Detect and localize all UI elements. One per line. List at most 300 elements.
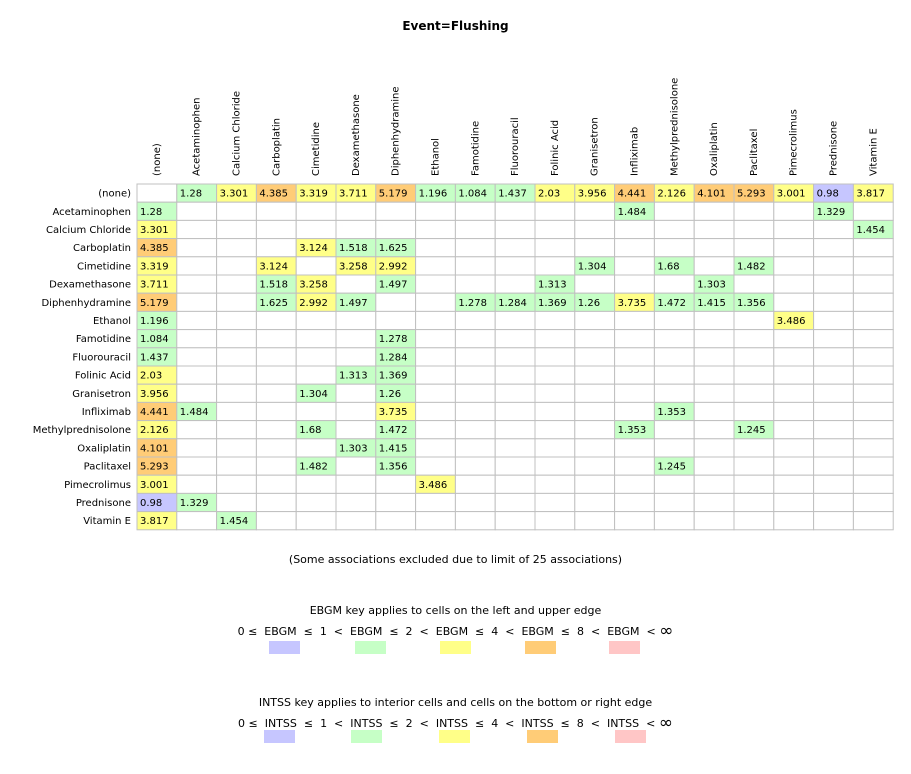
cell-label-0-17: 0.98	[816, 188, 839, 200]
cell-16-2	[217, 475, 257, 493]
col-header-ethanol: Ethanol	[430, 138, 442, 176]
cell-16-16	[774, 475, 814, 493]
cell-16-8	[455, 475, 495, 493]
cell-label-4-15: 1.482	[737, 261, 766, 273]
cell-label-11-4: 1.304	[299, 388, 328, 400]
cell-label-0-15: 5.293	[737, 188, 766, 200]
cell-12-14	[694, 402, 734, 420]
cell-label-0-16: 3.001	[776, 188, 806, 200]
cell-18-9	[495, 512, 535, 530]
cell-4-1	[177, 257, 217, 275]
cell-label-0-8: 1.084	[458, 188, 488, 200]
exclusion-note: (Some associations excluded due to limit of 25 associations)	[288, 553, 623, 566]
cell-label-12-1: 1.484	[179, 407, 209, 418]
cell-label-1-17: 1.329	[816, 206, 846, 218]
col-header-diphenhydramine: Diphenhydramine	[390, 86, 402, 176]
cell-18-1	[177, 512, 217, 530]
cell-1-3	[256, 202, 296, 220]
cell-9-10	[535, 348, 575, 366]
cell-label-11-6: 1.26	[378, 388, 402, 400]
cell-13-14	[694, 421, 734, 439]
cell-14-17	[814, 439, 854, 457]
cell-label-7-16: 3.486	[776, 316, 806, 327]
cell-label-6-14: 1.415	[697, 297, 726, 309]
cell-10-17	[814, 366, 854, 384]
ebgm-swatch-5	[609, 641, 640, 654]
cell-8-5	[336, 330, 376, 348]
cell-12-9	[495, 402, 535, 420]
cell-10-1	[177, 366, 217, 384]
col-header-oxaliplatin: Oxaliplatin	[709, 122, 721, 176]
cell-8-4	[296, 330, 336, 348]
col-header-prednisone: Prednisone	[828, 120, 840, 176]
cell-7-3	[256, 311, 296, 329]
cell-2-14	[694, 220, 734, 238]
row-header-ethanol: Ethanol	[93, 316, 131, 327]
cell-17-18	[853, 493, 893, 511]
cell-4-16	[774, 257, 814, 275]
cell-1-2	[217, 202, 257, 220]
cell-label-0-7: 1.196	[418, 188, 448, 200]
cell-17-11	[575, 493, 615, 511]
cell-16-14	[694, 475, 734, 493]
cell-18-11	[575, 512, 615, 530]
cell-4-8	[455, 257, 495, 275]
cell-10-2	[217, 366, 257, 384]
cell-label-0-10: 2.03	[538, 188, 561, 200]
cell-14-10	[535, 439, 575, 457]
cell-16-3	[256, 475, 296, 493]
cell-8-9	[495, 330, 535, 348]
cell-11-16	[774, 384, 814, 402]
cell-label-0-14: 4.101	[697, 188, 726, 200]
cell-18-18	[853, 512, 893, 530]
cell-4-10	[535, 257, 575, 275]
cell-17-14	[694, 493, 734, 511]
cell-18-14	[694, 512, 734, 530]
cell-10-18	[853, 366, 893, 384]
cell-4-18	[853, 257, 893, 275]
cell-1-6	[376, 202, 416, 220]
cell-9-15	[734, 348, 774, 366]
cell-14-1	[177, 439, 217, 457]
cell-18-15	[734, 512, 774, 530]
cell-10-9	[495, 366, 535, 384]
cell-3-2	[217, 239, 257, 257]
cell-13-7	[416, 421, 456, 439]
cell-label-12-0: 4.441	[140, 407, 169, 418]
cell-label-4-6: 2.992	[378, 261, 408, 273]
intss-key-scale-text: 0 ≤ INTSS ≤ 1 < INTSS ≤ 2 < INTSS ≤ 4 < INTSS ≤ 8 < INTSS <	[238, 717, 656, 730]
row-header-fluorouracil: Fluorouracil	[72, 352, 131, 364]
cell-2-16	[774, 220, 814, 238]
cell-3-13	[654, 239, 694, 257]
cell-11-14	[694, 384, 734, 402]
row-header-granisetron: Granisetron	[72, 388, 131, 400]
cell-label-15-0: 5.293	[140, 461, 169, 473]
cell-15-2	[217, 457, 257, 475]
cell-13-5	[336, 421, 376, 439]
cell-3-12	[615, 239, 655, 257]
intss-swatch-1	[264, 730, 295, 743]
row-header-paclitaxel: Paclitaxel	[83, 461, 131, 473]
cell-3-18	[853, 239, 893, 257]
cell-label-12-13: 1.353	[657, 407, 687, 418]
ebgm-swatch-2	[355, 641, 386, 654]
cell-11-11	[575, 384, 615, 402]
cell-5-18	[853, 275, 893, 293]
cell-16-5	[336, 475, 376, 493]
cell-label-15-6: 1.356	[378, 461, 408, 473]
cell-label-4-5: 3.258	[339, 261, 368, 273]
cell-14-9	[495, 439, 535, 457]
cell-3-17	[814, 239, 854, 257]
cell-15-1	[177, 457, 217, 475]
cell-17-3	[256, 493, 296, 511]
cell-2-10	[535, 220, 575, 238]
col-header-paclitaxel: Paclitaxel	[748, 128, 760, 176]
cell-label-6-9: 1.284	[498, 297, 527, 309]
row-header-oxaliplatin: Oxaliplatin	[77, 443, 131, 455]
cell-1-9	[495, 202, 535, 220]
cell-2-2	[217, 220, 257, 238]
cell-15-11	[575, 457, 615, 475]
cell-3-3	[256, 239, 296, 257]
cell-16-9	[495, 475, 535, 493]
intss-swatch-4	[527, 730, 558, 743]
cell-12-12	[615, 402, 655, 420]
cell-9-2	[217, 348, 257, 366]
cell-label-13-4: 1.68	[299, 425, 322, 437]
col-header-fluorouracil: Fluorouracil	[510, 117, 522, 176]
cell-8-17	[814, 330, 854, 348]
cell-label-14-5: 1.303	[339, 443, 368, 455]
cell-16-4	[296, 475, 336, 493]
cell-label-8-6: 1.278	[378, 334, 408, 346]
col-header-acetaminophen: Acetaminophen	[191, 97, 203, 176]
cell-7-4	[296, 311, 336, 329]
cell-1-11	[575, 202, 615, 220]
col-header-vitamin-e: Vitamin E	[868, 128, 880, 176]
cell-label-0-6: 5.179	[378, 188, 408, 200]
cell-13-1	[177, 421, 217, 439]
cell-11-13	[654, 384, 694, 402]
cell-16-1	[177, 475, 217, 493]
row-header-methylprednisolone: Methylprednisolone	[32, 425, 131, 437]
cell-9-5	[336, 348, 376, 366]
cell-6-16	[774, 293, 814, 311]
cell-label-4-11: 1.304	[577, 261, 607, 273]
cell-label-3-4: 3.124	[299, 243, 328, 255]
cell-label-5-3: 1.518	[259, 279, 289, 291]
cell-14-16	[774, 439, 814, 457]
col-header-folinic-acid: Folinic Acid	[549, 119, 561, 176]
col-header-pimecrolimus: Pimecrolimus	[788, 109, 800, 176]
cell-label-6-3: 1.625	[259, 297, 289, 309]
cell-label-6-4: 2.992	[299, 297, 328, 309]
cell-3-1	[177, 239, 217, 257]
cell-12-10	[535, 402, 575, 420]
cell-10-10	[535, 366, 575, 384]
cell-2-8	[455, 220, 495, 238]
row-header-infliximab: Infliximab	[81, 407, 131, 418]
cell-label-12-6: 3.735	[378, 407, 408, 418]
row-header-acetaminophen: Acetaminophen	[52, 206, 131, 218]
row-header-famotidine: Famotidine	[75, 334, 131, 346]
cell-8-14	[694, 330, 734, 348]
cell-5-7	[416, 275, 456, 293]
cell-16-11	[575, 475, 615, 493]
cell-label-6-11: 1.26	[577, 297, 601, 309]
cell-8-8	[455, 330, 495, 348]
cell-label-0-11: 3.956	[577, 188, 607, 200]
cell-label-5-6: 1.497	[378, 279, 408, 291]
cell-7-12	[615, 311, 655, 329]
cell-7-7	[416, 311, 456, 329]
cell-9-3	[256, 348, 296, 366]
cell-5-13	[654, 275, 694, 293]
cell-2-17	[814, 220, 854, 238]
cell-7-8	[455, 311, 495, 329]
cell-label-6-13: 1.472	[657, 297, 687, 309]
cell-11-18	[853, 384, 893, 402]
cell-label-0-5: 3.711	[339, 188, 368, 200]
cell-6-18	[853, 293, 893, 311]
cell-7-9	[495, 311, 535, 329]
cell-9-8	[455, 348, 495, 366]
ebgm-key-infinity: ∞	[659, 621, 674, 641]
cell-label-6-0: 5.179	[140, 297, 169, 309]
cell-7-18	[853, 311, 893, 329]
cell-label-17-0: 0.98	[140, 498, 163, 509]
cell-12-8	[455, 402, 495, 420]
cell-14-2	[217, 439, 257, 457]
cell-2-15	[734, 220, 774, 238]
cell-4-4	[296, 257, 336, 275]
cell-11-2	[217, 384, 257, 402]
cell-15-9	[495, 457, 535, 475]
cell-7-11	[575, 311, 615, 329]
cell-1-16	[774, 202, 814, 220]
cell-1-18	[853, 202, 893, 220]
cell-3-8	[455, 239, 495, 257]
cell-label-6-15: 1.356	[737, 297, 766, 309]
cell-13-16	[774, 421, 814, 439]
cell-18-12	[615, 512, 655, 530]
cell-10-12	[615, 366, 655, 384]
row-header-folinic-acid: Folinic Acid	[74, 370, 131, 382]
cell-0-0	[137, 184, 177, 202]
cell-4-14	[694, 257, 734, 275]
cell-9-4	[296, 348, 336, 366]
cell-14-11	[575, 439, 615, 457]
cell-5-9	[495, 275, 535, 293]
cell-18-17	[814, 512, 854, 530]
cell-1-7	[416, 202, 456, 220]
cell-15-7	[416, 457, 456, 475]
cell-6-1	[177, 293, 217, 311]
cell-18-10	[535, 512, 575, 530]
cell-9-18	[853, 348, 893, 366]
cell-14-7	[416, 439, 456, 457]
cell-5-17	[814, 275, 854, 293]
cell-12-2	[217, 402, 257, 420]
cell-15-16	[774, 457, 814, 475]
cell-5-15	[734, 275, 774, 293]
cell-label-0-13: 2.126	[657, 188, 687, 200]
cell-17-12	[615, 493, 655, 511]
cell-label-6-12: 3.735	[617, 297, 647, 309]
cell-15-12	[615, 457, 655, 475]
ebgm-key-caption: EBGM key applies to cells on the left and upper edge	[309, 604, 602, 617]
col-header-carboplatin: Carboplatin	[271, 118, 283, 176]
cell-17-17	[814, 493, 854, 511]
cell-2-6	[376, 220, 416, 238]
cell-label-2-0: 3.301	[140, 225, 169, 236]
cell-label-2-18: 1.454	[856, 225, 886, 236]
cell-label-10-6: 1.369	[378, 370, 408, 382]
cell-label-3-5: 1.518	[339, 243, 368, 255]
cell-12-4	[296, 402, 336, 420]
cell-label-16-7: 3.486	[418, 479, 448, 491]
cell-label-3-6: 1.625	[378, 243, 408, 255]
cell-9-17	[814, 348, 854, 366]
cell-13-10	[535, 421, 575, 439]
cell-10-13	[654, 366, 694, 384]
cell-17-13	[654, 493, 694, 511]
cell-label-15-13: 1.245	[657, 461, 687, 473]
cell-label-15-4: 1.482	[299, 461, 328, 473]
cell-4-2	[217, 257, 257, 275]
intss-swatch-3	[439, 730, 470, 743]
col-header-granisetron: Granisetron	[589, 117, 601, 176]
col-header-calcium-chloride: Calcium Chloride	[231, 90, 243, 176]
cell-4-17	[814, 257, 854, 275]
cell-label-18-0: 3.817	[140, 516, 169, 528]
row-header-vitamin-e: Vitamin E	[83, 516, 131, 528]
cell-10-14	[694, 366, 734, 384]
cell-5-16	[774, 275, 814, 293]
cell-10-15	[734, 366, 774, 384]
cell-10-11	[575, 366, 615, 384]
cell-7-14	[694, 311, 734, 329]
row-header-carboplatin: Carboplatin	[73, 243, 131, 255]
cell-11-3	[256, 384, 296, 402]
cell-6-6	[376, 293, 416, 311]
chart-title: Event=Flushing	[402, 19, 509, 33]
cell-8-10	[535, 330, 575, 348]
cell-label-4-0: 3.319	[140, 261, 169, 273]
cell-2-13	[654, 220, 694, 238]
row-header-none: (none)	[98, 188, 131, 200]
col-header-famotidine: Famotidine	[470, 120, 482, 176]
cell-13-3	[256, 421, 296, 439]
cell-1-1	[177, 202, 217, 220]
cell-7-1	[177, 311, 217, 329]
cell-12-3	[256, 402, 296, 420]
cell-2-7	[416, 220, 456, 238]
ebgm-key-scale-text: 0 ≤ EBGM ≤ 1 < EBGM ≤ 2 < EBGM ≤ 4 < EBGM ≤ 8 < EBGM <	[237, 625, 656, 638]
cell-15-5	[336, 457, 376, 475]
cell-label-13-15: 1.245	[737, 425, 766, 437]
cell-2-1	[177, 220, 217, 238]
cell-1-14	[694, 202, 734, 220]
cell-13-11	[575, 421, 615, 439]
cell-14-13	[654, 439, 694, 457]
cell-3-11	[575, 239, 615, 257]
cell-12-5	[336, 402, 376, 420]
cell-7-6	[376, 311, 416, 329]
cell-14-14	[694, 439, 734, 457]
cell-12-15	[734, 402, 774, 420]
cell-10-3	[256, 366, 296, 384]
cell-7-13	[654, 311, 694, 329]
cell-label-9-6: 1.284	[378, 352, 408, 364]
cell-label-5-4: 3.258	[299, 279, 328, 291]
cell-label-16-0: 3.001	[140, 479, 169, 491]
cell-10-7	[416, 366, 456, 384]
cell-8-3	[256, 330, 296, 348]
cell-17-2	[217, 493, 257, 511]
cell-10-8	[455, 366, 495, 384]
cell-1-10	[535, 202, 575, 220]
cell-8-1	[177, 330, 217, 348]
cell-3-15	[734, 239, 774, 257]
cell-5-2	[217, 275, 257, 293]
cell-16-18	[853, 475, 893, 493]
cell-13-18	[853, 421, 893, 439]
cell-18-16	[774, 512, 814, 530]
cell-label-1-12: 1.484	[617, 206, 647, 218]
cell-18-8	[455, 512, 495, 530]
cell-5-12	[615, 275, 655, 293]
cell-15-17	[814, 457, 854, 475]
cell-label-6-5: 1.497	[339, 297, 368, 309]
row-header-diphenhydramine: Diphenhydramine	[41, 297, 131, 309]
cell-17-8	[455, 493, 495, 511]
cell-17-6	[376, 493, 416, 511]
cell-3-14	[694, 239, 734, 257]
cell-4-7	[416, 257, 456, 275]
cell-16-6	[376, 475, 416, 493]
cell-11-15	[734, 384, 774, 402]
cell-1-4	[296, 202, 336, 220]
row-header-dexamethasone: Dexamethasone	[49, 279, 131, 291]
intss-key-scale	[0, 712, 911, 732]
cell-label-11-0: 3.956	[140, 388, 169, 400]
cell-7-2	[217, 311, 257, 329]
cell-label-3-0: 4.385	[140, 243, 169, 255]
cell-13-8	[455, 421, 495, 439]
cell-2-11	[575, 220, 615, 238]
cell-13-2	[217, 421, 257, 439]
cell-2-3	[256, 220, 296, 238]
cell-8-16	[774, 330, 814, 348]
cell-3-9	[495, 239, 535, 257]
cell-5-5	[336, 275, 376, 293]
intss-key-caption: INTSS key applies to interior cells and cells on the bottom or right edge	[258, 696, 653, 709]
cell-label-14-0: 4.101	[140, 443, 169, 455]
cell-label-7-0: 1.196	[140, 316, 169, 327]
cell-label-8-0: 1.084	[140, 334, 169, 346]
cell-9-7	[416, 348, 456, 366]
cell-label-10-0: 2.03	[140, 370, 163, 382]
cell-10-16	[774, 366, 814, 384]
cell-3-7	[416, 239, 456, 257]
ebgm-swatch-4	[525, 641, 556, 654]
cell-15-15	[734, 457, 774, 475]
cell-label-13-12: 1.353	[617, 425, 647, 437]
